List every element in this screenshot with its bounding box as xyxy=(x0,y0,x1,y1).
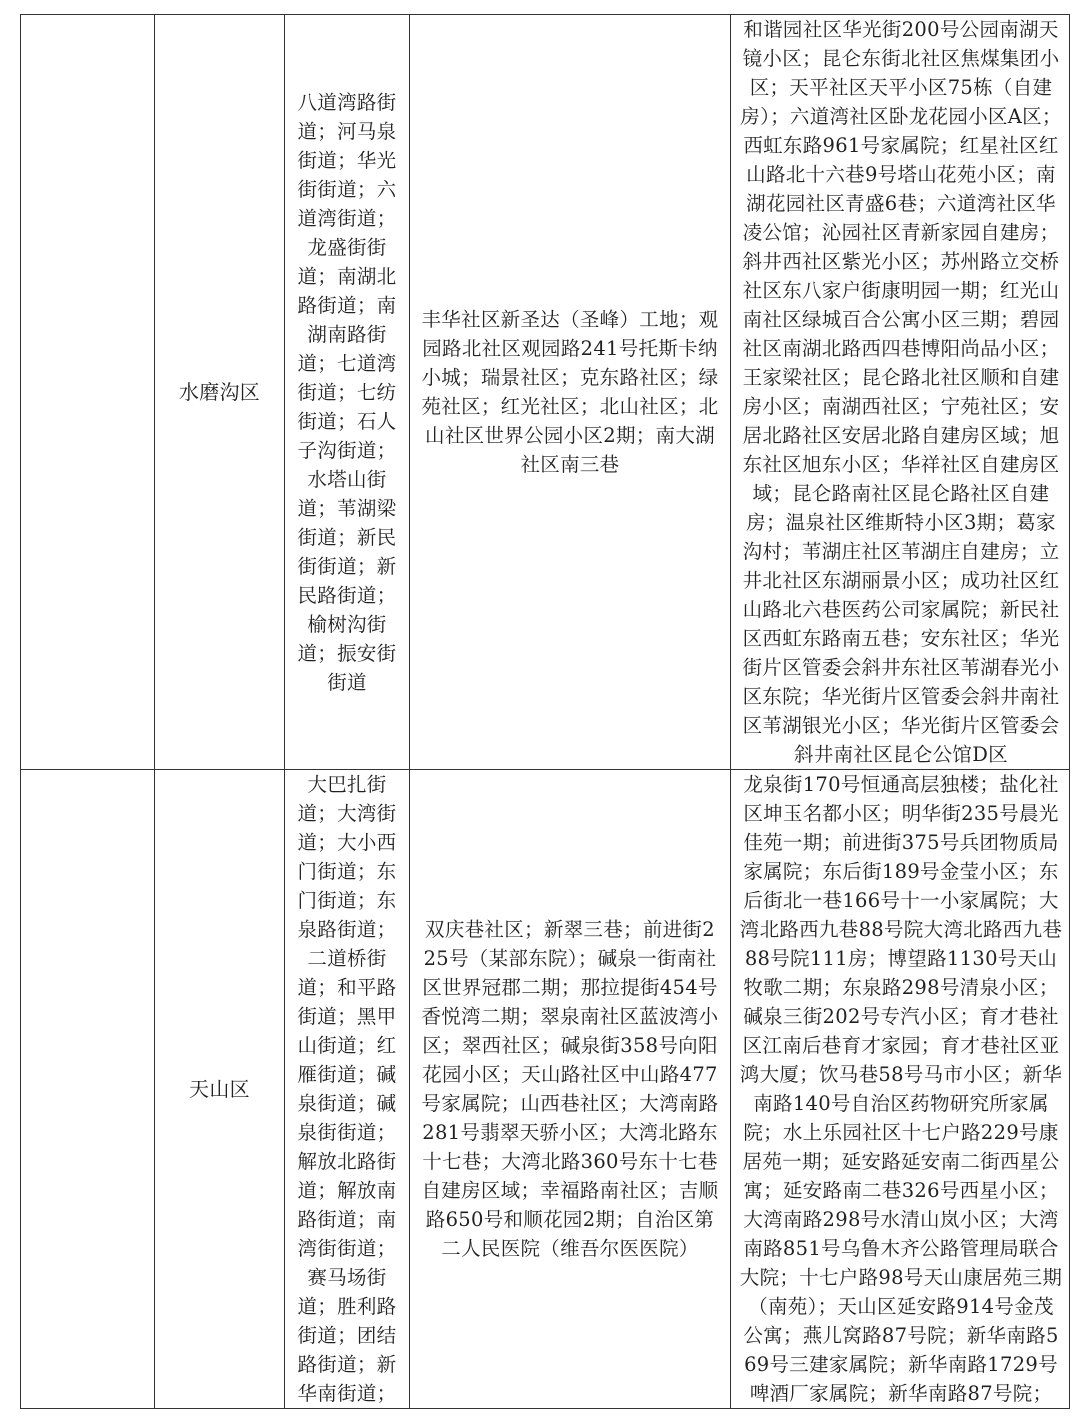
city-cell xyxy=(21,15,155,770)
district-name: 天山区 xyxy=(189,1076,250,1101)
district-cell xyxy=(155,15,285,770)
low-risk-cell xyxy=(410,770,731,1409)
high-risk-areas: 龙泉街170号恒通高层独楼；盐化社区坤玉名都小区；明华街235号晨光佳苑一期；前进街375号兵团物质局家属院；东后街189号金莹小区；东后街北一巷166号十一小家属院；大湾北路西九巷88号院大湾北路西九巷88号院111房；博望路1130号天山牧歌二期；东泉路298号清泉小区；碱泉三街202号专汽小区；育才巷社区江南后巷育才家园；育才巷社区亚鸿大厦；饮马巷58号马市小区；新华南路140号自治区药物研究所家属院；水上乐园社区十七户路229号康居苑一期；延安路延安南二街西星公寓；延安路南二巷326号西星小区；大湾南路298号水清山岚小区；大湾南路851号乌鲁木齐公路管理局联合大院；十七户路98号天山康居苑三期（南苑）；天山区延安路914号金茂公寓；燕儿窝路87号院；新华南路569号三建家属院；新华南路1729号啤酒厂家属院；新华南路87号院； xyxy=(739,773,1063,1405)
district-name: 水磨沟区 xyxy=(178,379,261,404)
streets-cell xyxy=(285,770,410,1409)
streets-list: 大巴扎街道；大湾街道；大小西门街道；东门街道；东泉路街道；二道桥街道；和平路街道；黑甲山街道；红雁街道；碱泉街道；碱泉街街道；解放北路街道；解放南路街道；南湾街街道；赛马场街道；胜利路街道；团结路街道；新华南街道； xyxy=(297,773,397,1405)
high-risk-cell xyxy=(731,770,1070,1409)
risk-area-table xyxy=(20,14,1070,1409)
low-risk-areas: 双庆巷社区；新翠三巷；前进街225号（某部东院）；碱泉一街南社区世界冠郡二期；那拉提街454号香悦湾二期；翠泉南社区蓝波湾小区；翠西社区；碱泉街358号向阳花园小区；天山路社区中山路477号家属院；山西巷社区；大湾南路281号翡翠天骄小区；大湾北路东十七巷；大湾北路360号东十七巷自建房区域；幸福路南社区；吉顺路650号和顺花园2期；自治区第二人民医院（维吾尔医医院） xyxy=(421,918,719,1260)
high-risk-areas: 和谐园社区华光街200号公园南湖天镜小区；昆仑东街北社区焦煤集团小区；天平社区天平小区75栋（自建房）；六道湾社区卧龙花园小区A区；西虹东路961号家属院；红星社区红山路北十六巷9号塔山花苑小区；南湖花园社区青盛6巷；六道湾社区华凌公馆；沁园社区青新家园自建房；斜井西社区紫光小区；苏州路立交桥社区东八家户街康明园一期；红光山南社区绿城百合公寓小区三期；碧园社区南湖北路西四巷博阳尚品小区；王家梁社区；昆仑路北社区顺和自建房小区；南湖西社区；宁苑社区；安居北路社区安居北路自建房区域；旭东社区旭东小区；华祥社区自建房区域；昆仑路南社区昆仑路社区自建房；温泉社区维斯特小区3期；葛家沟村；苇湖庄社区苇湖庄自建房；立井北社区东湖丽景小区；成功社区红山路北六巷医药公司家属院；新民社区西虹东路南五巷；安东社区；华光街片区管委会斜井东社区苇湖春光小区东院；华光街片区管委会斜井南社区苇湖银光小区；华光街片区管委会斜井南社区昆仑公馆D区 xyxy=(740,18,1062,766)
table-row xyxy=(21,770,1070,1409)
high-risk-cell xyxy=(731,15,1070,770)
district-cell xyxy=(155,770,285,1409)
streets-list: 八道湾路街道；河马泉街道；华光街街道；六道湾街道；龙盛街街道；南湖北路街道；南湖南路街道；七道湾街道；七纺街道；石人子沟街道；水塔山街道；苇湖梁街道；新民街街道；新民路街道；榆树沟街道；振安街街道 xyxy=(297,90,397,694)
streets-cell xyxy=(285,15,410,770)
low-risk-cell xyxy=(410,15,731,770)
low-risk-areas: 丰华社区新圣达（圣峰）工地；观园路北社区观园路241号托斯卡纳小城；瑞景社区；克东路社区；绿苑社区；红光社区；北山社区；北山社区世界公园小区2期；南大湖社区南三巷 xyxy=(421,308,719,476)
city-cell xyxy=(21,770,155,1409)
table-row xyxy=(21,15,1070,770)
